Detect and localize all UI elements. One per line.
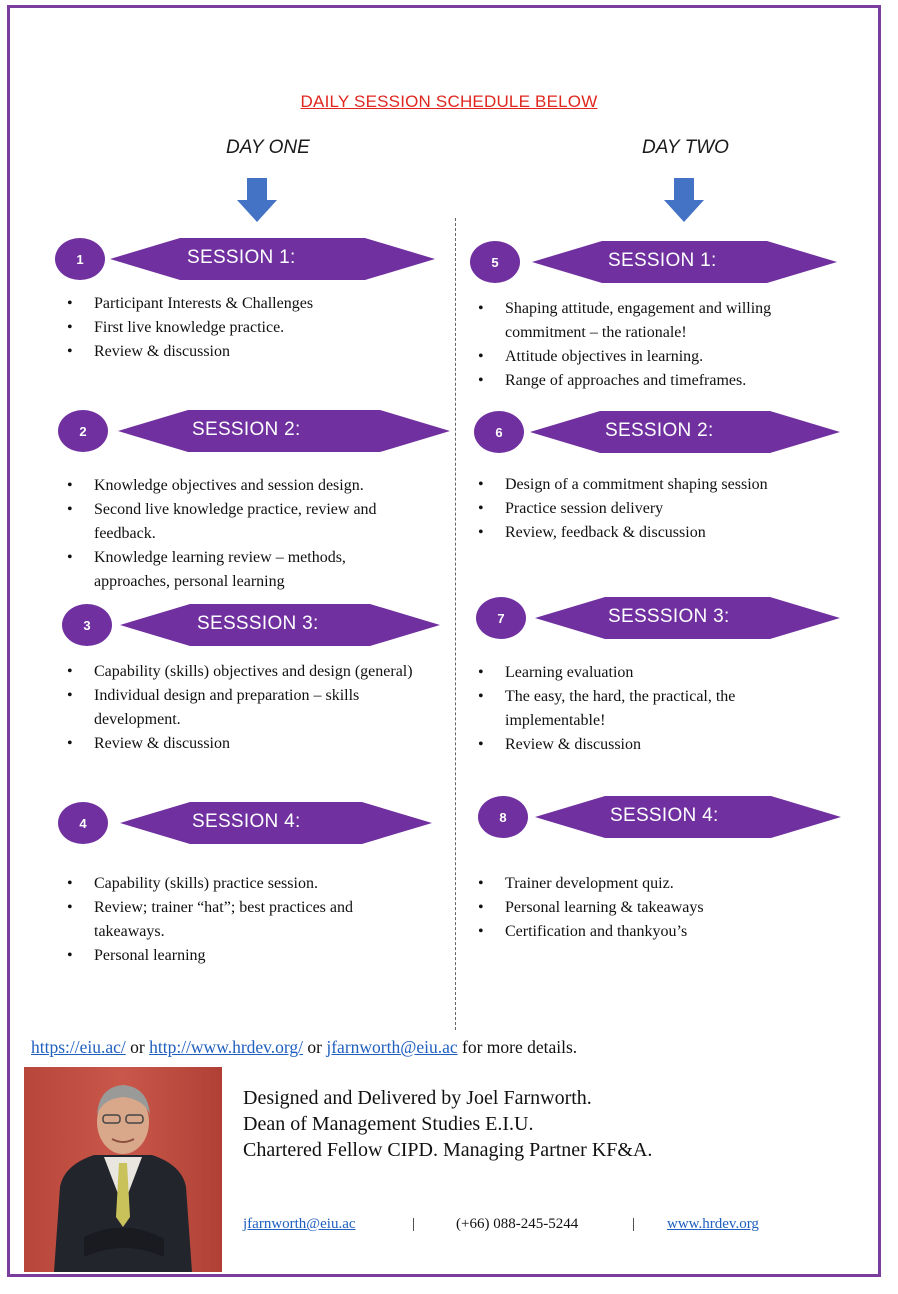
links-separator: or: [303, 1037, 327, 1057]
session-bullet-item: • Practice session delivery: [474, 497, 829, 521]
session-bullet-item: • Shaping attitude, engagement and willing commitment – the rationale!: [474, 297, 829, 345]
column-divider: [455, 218, 456, 1030]
session-number-badge: 2: [58, 410, 108, 452]
session-bullet-list: [474, 297, 829, 393]
arrow-down-icon: [664, 178, 704, 222]
session-bullet-item: • Design of a commitment shaping session: [474, 473, 829, 497]
session-bullet-list: [63, 474, 423, 594]
session-title: SESSION 2:: [605, 420, 714, 441]
more-details-line: [31, 1037, 577, 1058]
presenter-bio: [243, 1085, 652, 1163]
session-bullet-item: • Review & discussion: [63, 732, 423, 756]
hrdev-link[interactable]: http://www.hrdev.org/: [149, 1037, 304, 1057]
day-two-heading: DAY TWO: [642, 137, 729, 158]
session-bullet-item: • Personal learning: [63, 944, 423, 968]
session-bullet-item: • Review; trainer “hat”; best practices and takeaways.: [63, 896, 423, 944]
session-number-badge: 4: [58, 802, 108, 844]
bio-line: Dean of Management Studies E.I.U.: [243, 1113, 534, 1135]
session-title: SESSSION 3:: [608, 606, 730, 627]
day-one-heading: DAY ONE: [226, 137, 310, 158]
contact-separator: |: [632, 1216, 636, 1232]
session-bullet-item: • Knowledge learning review – methods, approaches, personal learning: [63, 546, 423, 594]
session-bullet-item: • Range of approaches and timeframes.: [474, 369, 829, 393]
bio-line: Designed and Delivered by Joel Farnworth.: [243, 1087, 592, 1109]
session-title: SESSION 4:: [192, 811, 301, 832]
session-bullet-item: • Participant Interests & Challenges: [63, 292, 423, 316]
session-title: SESSION 2:: [192, 419, 301, 440]
bio-line: Chartered Fellow CIPD. Managing Partner KF&A.: [243, 1139, 653, 1161]
session-number-badge: 3: [62, 604, 112, 646]
session-bullet-item: • Knowledge objectives and session design.: [63, 474, 423, 498]
session-bullet-item: • Personal learning & takeaways: [474, 896, 829, 920]
page-title: DAILY SESSION SCHEDULE BELOW: [300, 92, 598, 111]
arrow-down-icon: [237, 178, 277, 222]
contact-phone: (+66) 088-245-5244: [456, 1216, 579, 1232]
session-bullet-list: [474, 661, 829, 757]
session-bullet-item: • First live knowledge practice.: [63, 316, 423, 340]
session-bullet-list: [63, 292, 423, 364]
session-number-badge: 1: [55, 238, 105, 280]
session-number-badge: 8: [478, 796, 528, 838]
session-bullet-item: • Learning evaluation: [474, 661, 829, 685]
session-bullet-list: [474, 473, 829, 545]
session-bullet-list: [63, 872, 423, 968]
session-title: SESSION 1:: [187, 247, 296, 268]
session-number-badge: 7: [476, 597, 526, 639]
presenter-photo: [24, 1067, 222, 1272]
session-bullet-item: • Review, feedback & discussion: [474, 521, 829, 545]
session-bullet-item: • Review & discussion: [63, 340, 423, 364]
email-link[interactable]: jfarnworth@eiu.ac: [326, 1037, 458, 1057]
session-bullet-item: • Individual design and preparation – skills development.: [63, 684, 423, 732]
session-bullet-item: • Second live knowledge practice, review and feedback.: [63, 498, 423, 546]
session-number-badge: 6: [474, 411, 524, 453]
session-title: SESSION 4:: [610, 805, 719, 826]
session-bullet-item: • Trainer development quiz.: [474, 872, 829, 896]
links-suffix: for more details.: [457, 1037, 578, 1057]
session-bullet-item: • The easy, the hard, the practical, the implementable!: [474, 685, 829, 733]
session-bullet-list: [63, 660, 423, 756]
session-bullet-item: • Attitude objectives in learning.: [474, 345, 829, 369]
contact-separator: |: [412, 1216, 416, 1232]
links-separator: or: [125, 1037, 150, 1057]
session-bullet-item: • Certification and thankyou’s: [474, 920, 829, 944]
eiu-link[interactable]: https://eiu.ac/: [31, 1037, 126, 1057]
contact-website-link[interactable]: www.hrdev.org: [667, 1216, 759, 1232]
session-bullet-item: • Review & discussion: [474, 733, 829, 757]
session-bullet-item: • Capability (skills) objectives and design (general): [63, 660, 423, 684]
session-bullet-item: • Capability (skills) practice session.: [63, 872, 423, 896]
session-number-badge: 5: [470, 241, 520, 283]
session-title: SESSSION 3:: [197, 613, 319, 634]
session-bullet-list: [474, 872, 829, 944]
contact-email-link[interactable]: jfarnworth@eiu.ac: [243, 1216, 356, 1232]
session-title: SESSION 1:: [608, 250, 717, 271]
